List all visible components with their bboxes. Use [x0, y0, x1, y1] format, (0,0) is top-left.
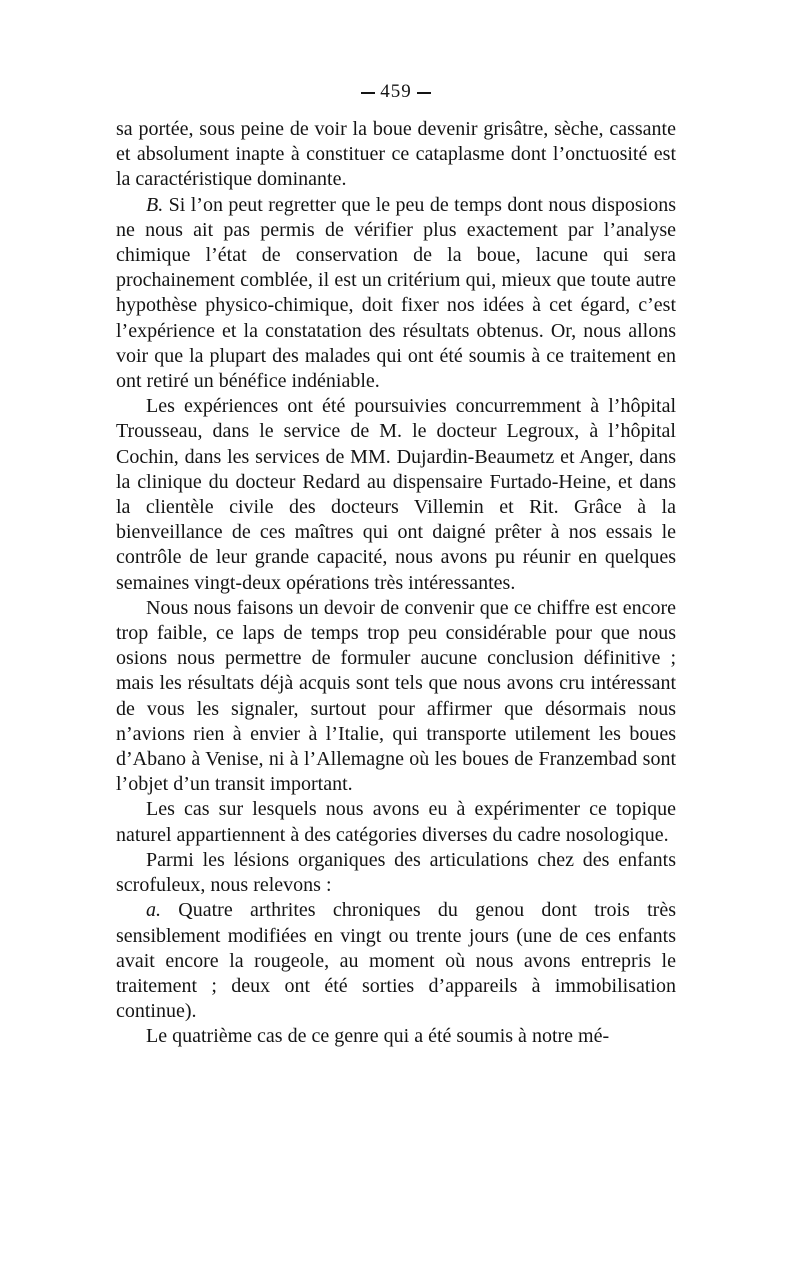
paragraph-2-marker: B. — [146, 193, 164, 216]
paragraph-7 — [116, 898, 676, 1024]
right-dash — [417, 92, 431, 94]
paragraph-4-text: Nous nous faisons un devoir de convenir que ce chiffre est encore trop faible, ce laps de temps trop peu considérable pour que nous osions nous permettre de formuler aucune conclusion définitive ; mais les résultats déjà acquis sont tels que nous avons cru intéressant de vous les signaler, surtout pour affirmer que désormais nous n’avions rien à envier à l’Italie, qui transporte utilement les boues d’Abano à Venise, ni à l’Allemagne où les boues de Franzembad sont l’objet d’un transit important. — [116, 596, 676, 796]
left-dash — [361, 92, 375, 94]
paragraph-4 — [116, 596, 676, 798]
paragraph-6 — [116, 848, 676, 898]
paragraph-1-text: sa portée, sous peine de voir la boue devenir grisâtre, sèche, cassante et absolument inapte à constituer ce cataplasme dont l’onctuosité est la caractéristique dominante. — [116, 118, 676, 191]
paragraph-7-marker: a. — [146, 899, 161, 922]
paragraph-8 — [116, 1024, 676, 1049]
paragraph-1 — [116, 117, 676, 193]
document-page — [116, 80, 676, 1050]
paragraph-6-text: Parmi les lésions organiques des articulations chez des enfants scrofuleux, nous relevons : — [116, 848, 676, 897]
page-number — [116, 80, 676, 104]
paragraph-8-text: Le quatrième cas de ce genre qui a été soumis à notre mé- — [146, 1025, 610, 1048]
paragraph-7-text: Quatre arthrites chroniques du genou dont trois très sensiblement modifiées en vingt ou trente jours (une de ces enfants avait encore la rougeole, au moment où nous avons entrepris le traitement ; deux ont été sorties d’appareils à immobilisation continue). — [116, 899, 676, 1023]
page-number-text: 459 — [380, 81, 412, 102]
paragraph-3-text: Les expériences ont été poursuivies concurremment à l’hôpital Trousseau, dans le service de M. le docteur Legroux, à l’hôpital Cochin, dans les services de MM. Dujardin-Beaumetz et Anger, dans la clinique du docteur Redard au dispensaire Furtado-Heine, et dans la clientèle civile des docteurs Villemin et Rit. Grâce à la bienveillance de ces maîtres qui ont daigné prêter à nos essais le contrôle de leur grande capacité, nous avons pu réunir en quelques semaines vingt-deux opérations très intéressantes. — [116, 395, 676, 594]
paragraph-3 — [116, 394, 676, 596]
paragraph-5-text: Les cas sur lesquels nous avons eu à expérimenter ce topique naturel appartiennent à des catégories diverses du cadre nosologique. — [116, 798, 676, 846]
paragraph-2-text: Si l’on peut regretter que le peu de temps dont nous disposions ne nous ait pas permis de vérifier plus exactement par l’analyse chimique l’état de conservation de la boue, lacune qui sera prochainement comblée, il est un critérium qui, mieux que toute autre hypothèse physico-chimique, doit fixer nos idées à cet égard, c’est l’expérience et la constatation des résultats obtenus. Or, nous allons voir que la plupart des malades qui ont été soumis à ce traitement en ont retiré un bénéfice indéniable. — [116, 193, 676, 393]
paragraph-2 — [116, 193, 676, 395]
paragraph-5 — [116, 797, 676, 847]
